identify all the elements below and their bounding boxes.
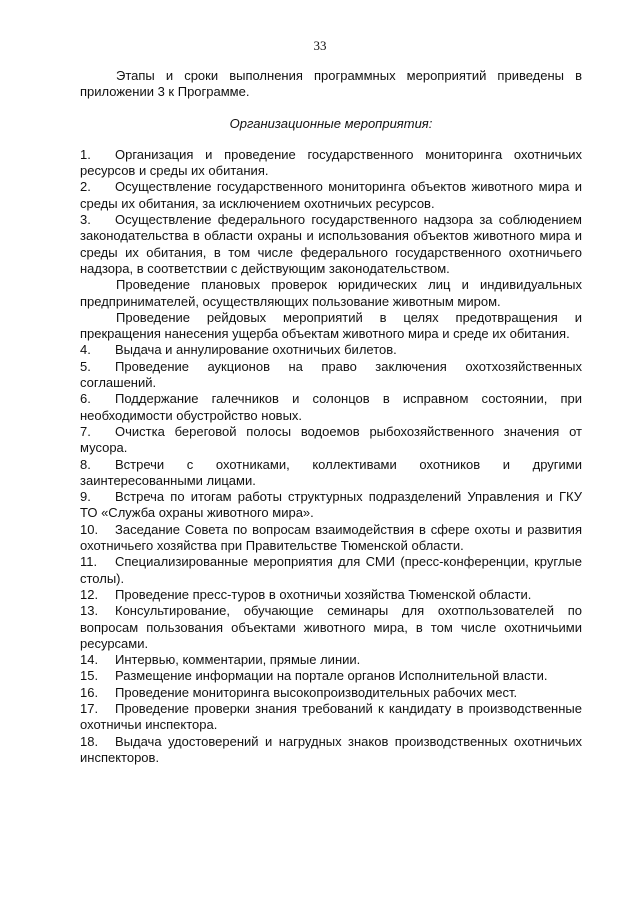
item-number: 11.: [80, 554, 98, 570]
list-item: [80, 668, 582, 684]
list-item: [80, 734, 582, 767]
item-text: Проведение аукционов на право заключения охотхозяйственных соглашений.: [80, 358, 582, 391]
list-item: [80, 554, 582, 587]
numbered-list-a: [80, 147, 582, 277]
item-number: 14.: [80, 652, 99, 668]
list-item: [80, 489, 582, 522]
item-text: Организация и проведение государственного мониторинга охотничьих ресурсов и среды их обитания.: [80, 146, 582, 179]
item-text: Проведение проверки знания требований к кандидату в производственные охотничьи инспектора.: [80, 700, 582, 733]
item-number: 12.: [80, 586, 99, 602]
item-text: Интервью, комментарии, прямые линии.: [115, 652, 361, 668]
item-number: 15.: [80, 668, 99, 684]
page-number: 33: [313, 38, 327, 53]
item-text: Размещение информации на портале органов Исполнительной власти.: [115, 668, 548, 684]
item-number: 3.: [80, 212, 91, 228]
item-number: 4.: [80, 342, 91, 358]
document-body: [80, 68, 582, 766]
list-item: [80, 212, 582, 277]
item-text: Выдача и аннулирование охотничьих билетов.: [115, 342, 397, 358]
item-text: Осуществление государственного мониторинга объектов животного мира и среды их обитания, за исключением охотничьих ресурсов.: [80, 179, 582, 211]
item-number: 1.: [80, 146, 91, 162]
list-item: [80, 457, 582, 490]
item-text: Очистка береговой полосы водоемов рыбохозяйственного значения от мусора.: [80, 423, 582, 456]
list-item: [80, 701, 582, 734]
item-text: Специализированные мероприятия для СМИ (пресс-конференции, круглые столы).: [80, 554, 582, 586]
intro-paragraph: Этапы и сроки выполнения программных мероприятий приведены в приложении 3 к Программе.: [80, 68, 582, 100]
section-title: Организационные мероприятия:: [229, 115, 433, 131]
item-number: 17.: [80, 700, 99, 716]
item-text: Поддержание галечников и солонцов в исправном состоянии, при необходимости обустройство новых.: [80, 391, 582, 423]
item-number: 13.: [80, 603, 99, 619]
item-number: 16.: [80, 684, 99, 700]
item-text: Осуществление федерального государственного надзора за соблюдением законодательства в области охраны и использования объектов животного мира и среды их обитания, в том числе федерального государственного охотничьего надзора, в соответствии с действующим законодательством.: [80, 212, 582, 276]
item-number: 9.: [80, 489, 91, 505]
item-text: Встречи с охотниками, коллективами охотников и другими заинтересованными лицами.: [80, 456, 582, 488]
item-text: Выдача удостоверений и нагрудных знаков производственных охотничьих инспекторов.: [80, 733, 582, 765]
list-item: [80, 342, 582, 358]
item-number: 10.: [80, 521, 99, 537]
list-item: [80, 587, 582, 603]
item-number: 2.: [80, 179, 91, 195]
item-number: 18.: [80, 733, 99, 749]
list-item: [80, 652, 582, 668]
item-text: Консультирование, обучающие семинары для охотпользователей по вопросам пользования объектами животного мира, в том числе охотничьими ресурсами.: [80, 603, 582, 651]
item-number: 7.: [80, 423, 91, 439]
item-text: Заседание Совета по вопросам взаимодействия в сфере охоты и развития охотничьего хозяйства при Правительстве Тюменской области.: [80, 521, 582, 554]
item-text: Встреча по итогам работы структурных подразделений Управления и ГКУ ТО «Служба охраны животного мира».: [80, 489, 582, 521]
item-number: 6.: [80, 391, 91, 407]
list-item: [80, 603, 582, 652]
list-item: [80, 522, 582, 555]
item-number: 8.: [80, 456, 91, 472]
item-number: 5.: [80, 358, 91, 374]
list-item: [80, 147, 582, 180]
sub-paragraph: Проведение плановых проверок юридических лиц и индивидуальных предпринимателей, осуществляющих пользование животным миром.: [80, 277, 582, 309]
numbered-list-b: [80, 342, 582, 766]
item-text: Проведение мониторинга высокопроизводительных рабочих мест.: [115, 684, 518, 700]
list-item: [80, 685, 582, 701]
list-item: [80, 179, 582, 212]
item-text: Проведение пресс-туров в охотничьи хозяйства Тюменской области.: [115, 586, 532, 602]
list-item: [80, 359, 582, 392]
list-item: [80, 424, 582, 457]
sub-paragraph: Проведение рейдовых мероприятий в целях предотвращения и прекращения нанесения ущерба объектам животного мира и среде их обитания.: [80, 309, 582, 342]
list-item: [80, 391, 582, 424]
